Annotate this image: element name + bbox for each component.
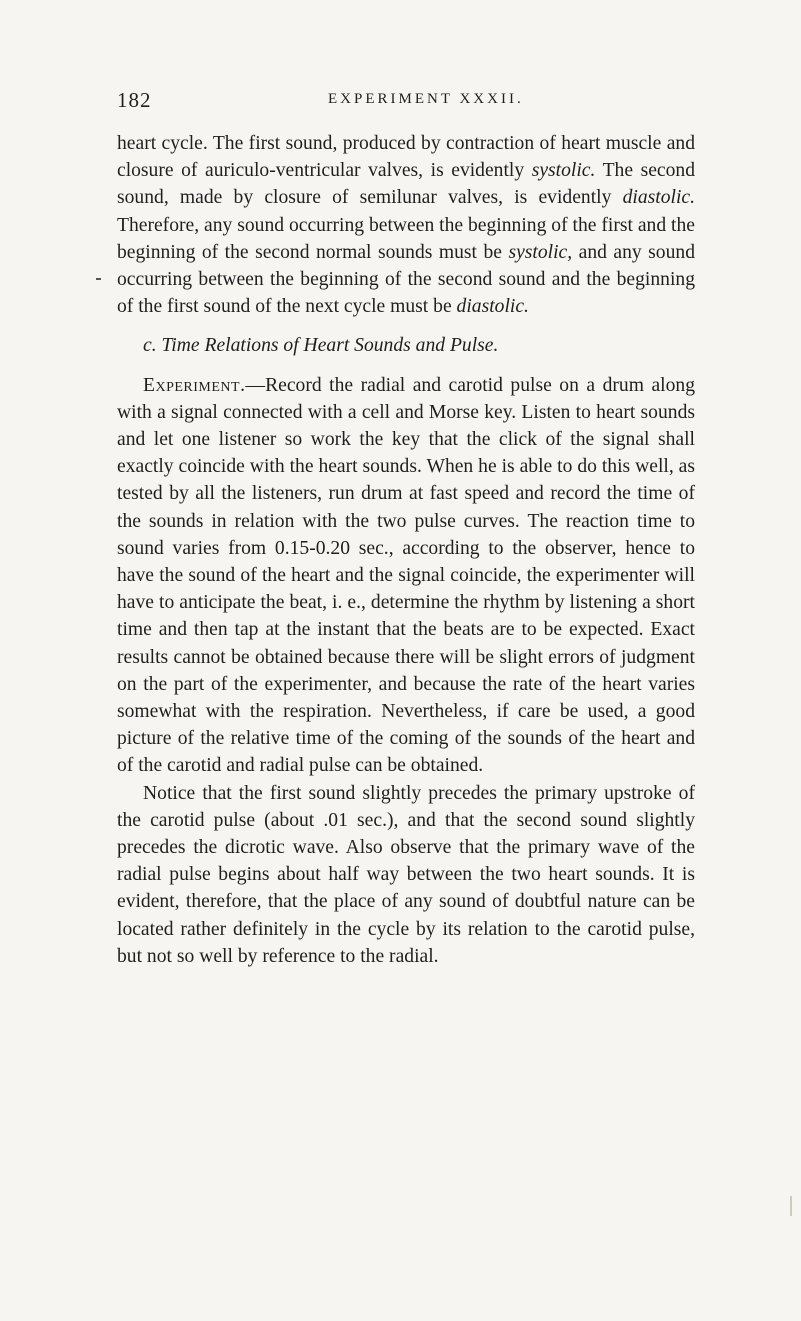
page-header [117, 88, 694, 114]
paragraph-systolic-diastolic [117, 130, 695, 320]
para1-term-diastolic-2: diastolic. [456, 296, 529, 318]
body-text [117, 130, 695, 970]
margin-mark [96, 278, 101, 280]
para1-term-systolic: systolic. [531, 160, 596, 182]
page-number: 182 [117, 88, 152, 112]
para1-term-systolic-2: systolic, [508, 241, 573, 263]
para1-text-2: The second sound, made by closure of semilunar valves, is evidently [117, 160, 695, 209]
running-head: EXPERIMENT XXXII. [328, 91, 524, 107]
paragraph-notice: Notice that the first sound slightly precedes the primary upstroke of the carotid pulse (about .01 sec.), and that the second sound slightly precedes the dicrotic wave. Also observe that the primary wave of the radial pulse begins about half way between the two heart sounds. It is evident, therefore, that the place of any sound of doubtful nature can be located rather definitely in the cycle by its relation to the carotid pulse, but not so well by reference to the radial. [117, 782, 695, 967]
para1-text-1: heart cycle. The first sound, produced by contraction of heart muscle and closure of auriculo-ventricular valves, is evidently [117, 133, 695, 182]
page-edge-mark [790, 1196, 792, 1216]
para1-text-4: and any sound occurring between the beginning of the second sound and the beginning of the first sound of the next cycle must be [117, 241, 695, 318]
experiment-text: —Record the radial and carotid pulse on a drum along with a signal connected with a cell and Morse key. Listen to heart sounds and let one listener so work the key that the click of the signal shall exactly coincide with the heart sounds. When he is able to do this well, as tested by all the listeners, run drum at fast speed and record the time of the sounds in relation with the two pulse curves. The reaction time to sound varies from 0.15-0.20 sec., according to the observer, hence to have the sound of the heart and the signal coincide, the experimenter will have to anticipate the beat, i. e., determine the rhythm by listening a short time and then tap at the instant that the beats are to be expected. Exact results cannot be obtained because there will be slight errors of judgment on the part of the experimenter, and because the rate of the heart varies somewhat with the respiration. Nevertheless, if care be used, a good picture of the relative time of the coming of the sounds of the heart and of the carotid and radial pulse can be obtained. [117, 374, 695, 777]
para1-text-3: Therefore, any sound occurring between the beginning of the first and the beginning of the second normal sounds must be [117, 214, 695, 263]
paragraph-experiment [117, 372, 695, 780]
para1-term-diastolic: diastolic. [622, 187, 695, 209]
section-title: c. Time Relations of Heart Sounds and Pulse. [143, 335, 499, 357]
experiment-label: Experiment. [143, 374, 246, 396]
